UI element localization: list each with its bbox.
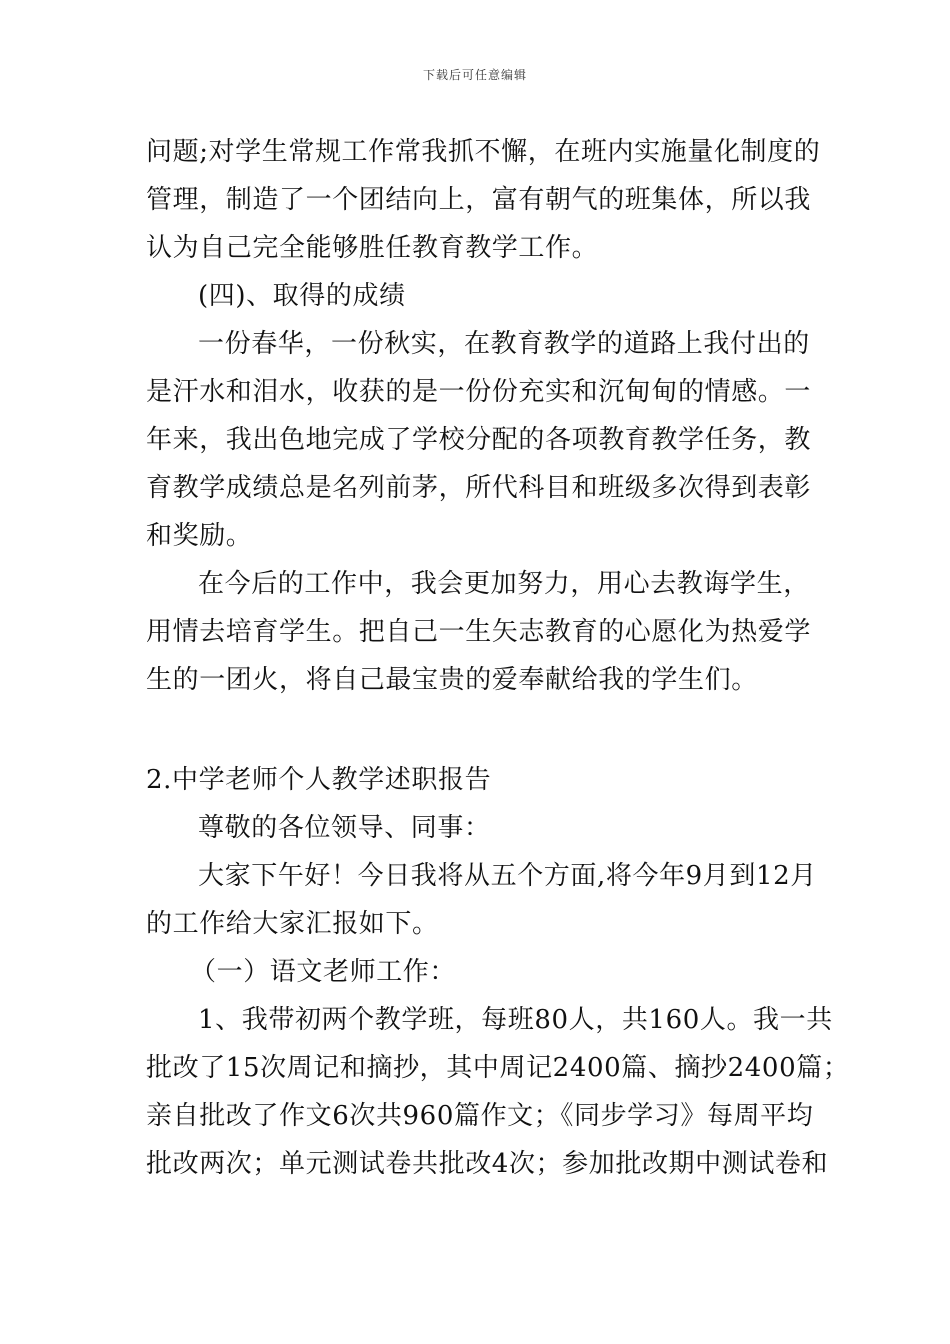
paragraph-line: 育教学成绩总是名列前茅，所代科目和班级多次得到表彰 [146,473,812,503]
paragraph-line: 1、我带初两个教学班，每班80人，共160人。我一共 [198,1005,833,1035]
paragraph-line: 认为自己完全能够胜任教育教学工作。 [146,233,599,263]
paragraph-line: 在今后的工作中，我会更加努力，用心去教诲学生， [198,569,810,599]
paragraph-line: 管理，制造了一个团结向上，富有朝气的班集体，所以我 [146,185,812,215]
paragraph-line: 的工作给大家汇报如下。 [146,909,439,939]
paragraph-line: 批改了15次周记和摘抄，其中周记2400篇、摘抄2400篇； [146,1053,850,1083]
paragraph-line: 是汗水和泪水，收获的是一份份充实和沉甸甸的情感。一 [146,377,812,407]
paragraph-line: 和奖励。 [146,521,253,551]
paragraph-line: 问题;对学生常规工作常我抓不懈，在班内实施量化制度的 [146,137,821,167]
paragraph-line: 用情去培育学生。把自己一生矢志教育的心愿化为热爱学 [146,617,812,647]
section-heading: (四)、取得的成绩 [198,281,406,311]
paragraph-line: 生的一团火，将自己最宝贵的爱奉献给我的学生们。 [146,665,758,695]
page-header: 下载后可任意编辑 [422,68,527,82]
document-body [146,128,850,1188]
paragraph-line: 亲自批改了作文6次共960篇作文；《同步学习》每周平均 [146,1101,814,1131]
salutation: 尊敬的各位领导、同事： [198,813,491,843]
paragraph-line: 年来，我出色地完成了学校分配的各项教育教学任务，教 [146,425,812,455]
paragraph-line: 大家下午好！今日我将从五个方面,将今年9月到12月 [198,861,817,891]
paragraph-line: 批改两次；单元测试卷共批改4次；参加批改期中测试卷和 [146,1149,829,1179]
report-title: 2.中学老师个人教学述职报告 [146,765,492,795]
blank-line [146,704,818,756]
section-heading: （一）语文老师工作： [190,957,457,987]
paragraph-line: 一份春华，一份秋实，在教育教学的道路上我付出的 [198,329,810,359]
